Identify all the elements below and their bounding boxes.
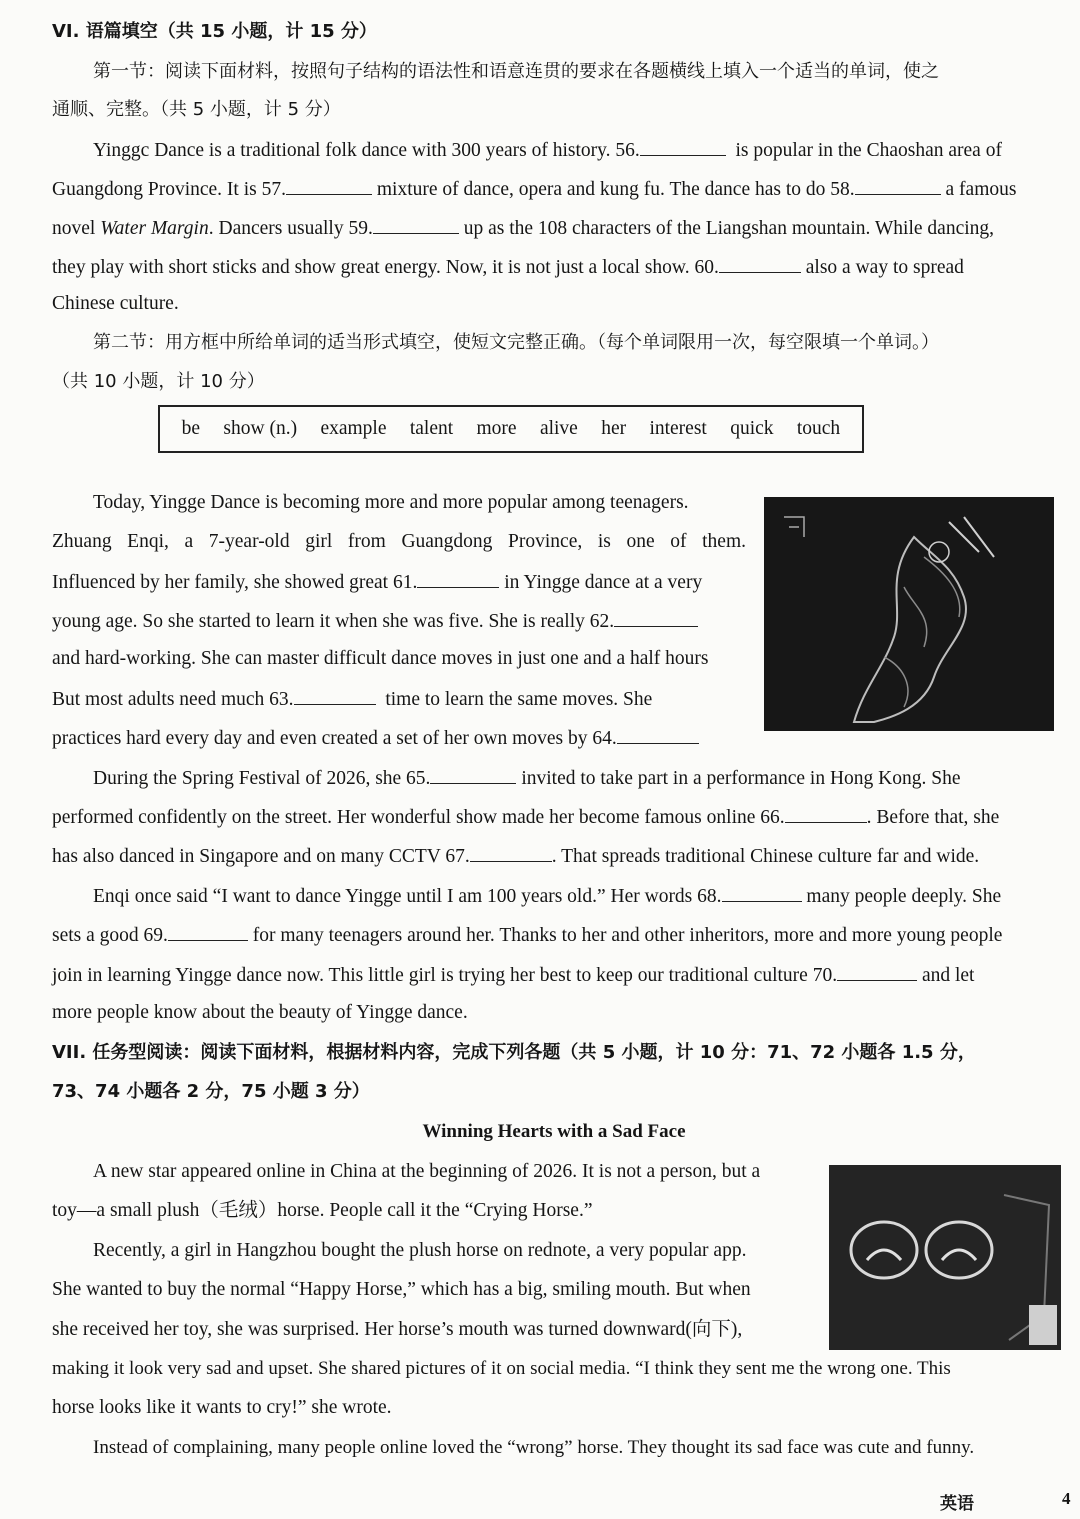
section-6-heading: VI. 语篇填空（共 15 小题，计 15 分） <box>52 21 377 42</box>
passage2-text: young age. So she started to learn it when she was five. She is really 62. <box>52 611 615 632</box>
passage1-line2 <box>52 176 1016 202</box>
blank-64[interactable] <box>617 725 699 744</box>
passage1-text: . Dancers usually 59. <box>208 218 373 239</box>
passage2-text: . That spreads traditional Chinese culture far and wide. <box>551 846 980 867</box>
passage1-line5: Chinese culture. <box>52 293 179 314</box>
passage1-text: Guangdong Province. It is 57. <box>52 179 286 200</box>
passage2-line13 <box>52 962 974 988</box>
article-line6: making it look very sad and upset. She shared pictures of it on social media. “I think they sent me the wrong one. This <box>52 1358 951 1379</box>
dancer-image <box>764 497 1054 731</box>
blank-60[interactable] <box>719 254 801 273</box>
passage1-line1 <box>93 137 1060 163</box>
passage1-line3 <box>52 215 994 241</box>
word-bank-item: talent <box>409 418 454 439</box>
word-bank-item: quick <box>730 418 774 439</box>
passage2-text: But most adults need much 63. <box>52 689 294 710</box>
passage2-text: time to learn the same moves. She <box>385 689 653 710</box>
article-line8: Instead of complaining, many people online loved the “wrong” horse. They thought its sad face was cute and funny. <box>93 1437 975 1458</box>
novel-title: Water Margin <box>100 218 209 239</box>
passage2-text: sets a good 69. <box>52 925 168 946</box>
passage1-text: novel <box>52 218 96 239</box>
passage2-line5: and hard-working. She can master difficult dance moves in just one and a half hours <box>52 648 709 669</box>
blank-67[interactable] <box>470 843 552 862</box>
passage1-text: Yinggc Dance is a traditional folk dance with 300 years of history. 56. <box>93 140 640 161</box>
blank-56[interactable] <box>640 137 726 156</box>
passage2-text: and let <box>921 965 975 986</box>
footer-subject-label: 英语 <box>940 1494 974 1514</box>
passage2-text: for many teenagers around her. Thanks to her and other inheritors, more and more young people <box>252 925 1003 946</box>
yingge-dancer-photo <box>764 497 1054 731</box>
word-bank-item: alive <box>539 418 578 439</box>
passage2-line6 <box>52 686 652 712</box>
blank-61[interactable] <box>417 569 499 588</box>
word-bank-item: be <box>181 418 201 439</box>
passage2-text: Influenced by her family, she showed great 61. <box>52 572 418 593</box>
passage2-line11 <box>93 883 1001 909</box>
passage1-text: also a way to spread <box>805 257 964 278</box>
word-bank-item: show (n.) <box>223 418 298 439</box>
passage2-line8 <box>93 765 960 791</box>
blank-65[interactable] <box>430 765 516 784</box>
passage1-text: up as the 108 characters of the Liangshan mountain. While dancing, <box>463 218 995 239</box>
blank-58[interactable] <box>855 176 941 195</box>
blank-70[interactable] <box>837 962 917 981</box>
passage2-line10 <box>52 843 979 869</box>
blank-63[interactable] <box>294 686 376 705</box>
passage1-text: is popular in the Chaoshan area of <box>735 140 1002 161</box>
word-bank-item: her <box>601 418 627 439</box>
passage2-line12 <box>52 922 1002 948</box>
passage2-text: many people deeply. She <box>806 886 1002 907</box>
passage2-line7 <box>52 725 699 751</box>
passage2-line2: Zhuang Enqi, a 7-year-old girl from Guangdong Province, is one of them. <box>52 531 746 552</box>
passage2-line9 <box>52 804 999 830</box>
article-line7: horse looks like it wants to cry!” she wrote. <box>52 1397 392 1418</box>
passage2-text: join in learning Yingge dance now. This little girl is trying her best to keep our traditional culture 70. <box>52 965 838 986</box>
word-bank-item: touch <box>796 418 841 439</box>
passage1-text: a famous <box>945 179 1017 200</box>
part1-instruction-line2: 通顺、完整。（共 5 小题，计 5 分） <box>52 99 341 120</box>
part1-instruction-line1: 第一节：阅读下面材料，按照句子结构的语法性和语意连贯的要求在各题横线上填入一个适当的单词，使之 <box>93 61 939 82</box>
word-bank-item: more <box>476 418 517 439</box>
section-7-heading-line2: 73、74 小题各 2 分，75 小题 3 分） <box>52 1081 370 1102</box>
passage1-text: mixture of dance, opera and kung fu. The dance has to do 58. <box>376 179 855 200</box>
passage2-line4 <box>52 608 698 634</box>
word-bank-box <box>158 405 864 453</box>
passage2-text: During the Spring Festival of 2026, she 65. <box>93 768 431 789</box>
part2-instruction-line2: （共 10 小题，计 10 分） <box>52 371 265 392</box>
blank-66[interactable] <box>785 804 867 823</box>
blank-57[interactable] <box>286 176 372 195</box>
page-number: 4 <box>1062 1489 1071 1508</box>
blank-68[interactable] <box>722 883 802 902</box>
passage2-text: invited to take part in a performance in Hong Kong. She <box>521 768 961 789</box>
passage2-text: in Yingge dance at a very <box>504 572 703 593</box>
passage2-text: Enqi once said “I want to dance Yingge until I am 100 years old.” Her words 68. <box>93 886 722 907</box>
passage2-line3 <box>52 569 702 595</box>
word-bank-item: example <box>320 418 387 439</box>
article-line3: Recently, a girl in Hangzhou bought the plush horse on rednote, a very popular app. <box>93 1240 747 1261</box>
article-line4: She wanted to buy the normal “Happy Horse,” which has a big, smiling mouth. But when <box>52 1279 751 1300</box>
article-line5: she received her toy, she was surprised. Her horse’s mouth was turned downward(向下), <box>52 1319 743 1340</box>
passage1-text: they play with short sticks and show great energy. Now, it is not just a local show. 60. <box>52 257 719 278</box>
blank-59[interactable] <box>373 215 459 234</box>
passage2-line1: Today, Yingge Dance is becoming more and more popular among teenagers. <box>93 492 689 513</box>
section-7-heading-line1: VII. 任务型阅读：阅读下面材料，根据材料内容，完成下列各题（共 5 小题，计 10 分：71、72 小题各 1.5 分， <box>52 1042 976 1063</box>
part2-instruction-line1: 第二节：用方框中所给单词的适当形式填空，使短文完整正确。（每个单词限用一次，每空限填一个单词。） <box>93 332 939 353</box>
blank-69[interactable] <box>168 922 248 941</box>
crying-horse-photo <box>829 1165 1061 1350</box>
blank-62[interactable] <box>614 608 698 627</box>
passage1-line4 <box>52 254 964 280</box>
passage2-text: practices hard every day and even created a set of her own moves by 64. <box>52 728 617 749</box>
article-line2: toy—a small plush（毛绒）horse. People call it the “Crying Horse.” <box>52 1200 593 1221</box>
passage2-text: . Before that, she <box>866 807 1000 828</box>
crying-horse-image <box>829 1165 1061 1350</box>
passage2-text: has also danced in Singapore and on many CCTV 67. <box>52 846 470 867</box>
article-line1: A new star appeared online in China at the beginning of 2026. It is not a person, but a <box>93 1161 761 1182</box>
passage2-line14: more people know about the beauty of Yingge dance. <box>52 1002 468 1023</box>
passage2-text: performed confidently on the street. Her wonderful show made her become famous online 66. <box>52 807 785 828</box>
word-bank-item: interest <box>649 418 707 439</box>
article-title: Winning Hearts with a Sad Face <box>422 1121 686 1142</box>
